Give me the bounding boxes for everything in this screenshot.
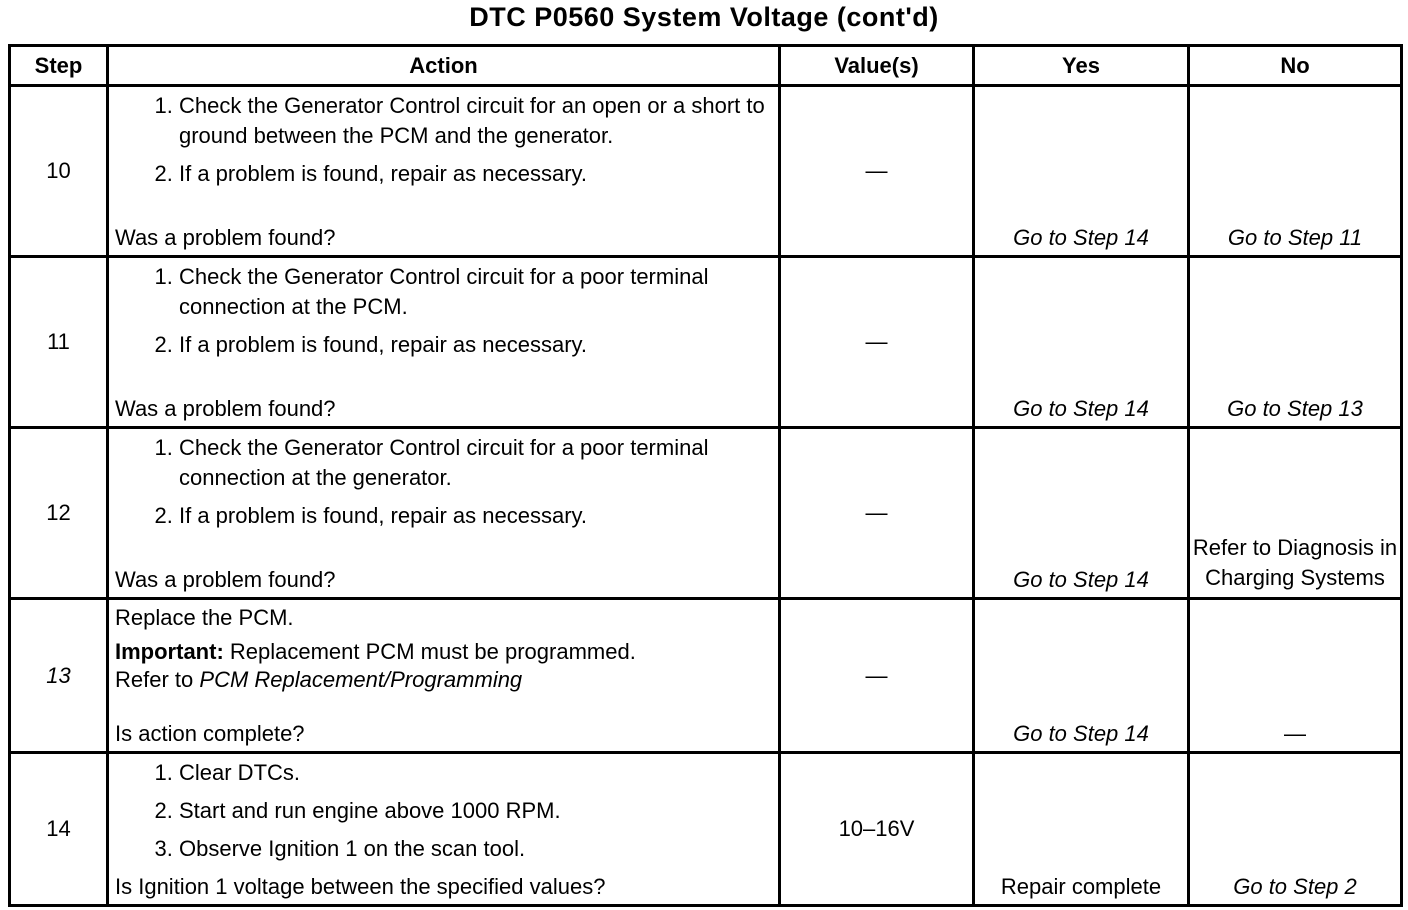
action-item: 1. Check the Generator Control circuit for a poor terminal connection at the PCM. <box>179 262 772 322</box>
yes-cell: Go to Step 14 <box>974 257 1189 428</box>
important-label: Important: <box>115 639 224 664</box>
action-item: 2. If a problem is found, repair as necessary. <box>179 330 772 360</box>
no-cell: Go to Step 2 <box>1189 753 1402 906</box>
question-text: Is Ignition 1 voltage between the specified values? <box>115 874 606 899</box>
action-cell <box>108 753 780 906</box>
action-item: 2. If a problem is found, repair as necessary. <box>179 159 772 189</box>
value-cell: 10–16V <box>780 753 974 906</box>
table-row <box>10 86 1402 257</box>
value-cell: — <box>780 428 974 599</box>
step-number: 14 <box>10 753 108 906</box>
header-yes: Yes <box>974 46 1189 86</box>
question-text: Was a problem found? <box>115 567 336 592</box>
action-item: 1. Check the Generator Control circuit for a poor terminal connection at the generator. <box>179 433 772 493</box>
yes-cell: Go to Step 14 <box>974 428 1189 599</box>
header-values: Value(s) <box>780 46 974 86</box>
question-text: Was a problem found? <box>115 396 336 421</box>
header-row <box>10 46 1402 86</box>
header-no: No <box>1189 46 1402 86</box>
page-title: DTC P0560 System Voltage (cont'd) <box>469 2 939 32</box>
step-number: 10 <box>10 86 108 257</box>
refer-link: PCM Replacement/Programming <box>199 667 523 692</box>
table-row <box>10 428 1402 599</box>
no-cell: Go to Step 11 <box>1189 86 1402 257</box>
table-row <box>10 599 1402 753</box>
yes-cell: Repair complete <box>974 753 1189 906</box>
question-text: Is action complete? <box>115 721 305 746</box>
action-item: 1. Check the Generator Control circuit for an open or a short to ground between the PCM and the generator. <box>179 91 772 151</box>
action-item: 3. Observe Ignition 1 on the scan tool. <box>179 834 772 864</box>
action-cell <box>108 86 780 257</box>
action-cell <box>108 599 780 753</box>
action-item: 2. Start and run engine above 1000 RPM. <box>179 796 772 826</box>
question-text: Was a problem found? <box>115 225 336 250</box>
yes-cell: Go to Step 14 <box>974 599 1189 753</box>
table-row <box>10 753 1402 906</box>
no-cell: Refer to Diagnosis in Charging Systems <box>1189 428 1402 599</box>
step-number: 12 <box>10 428 108 599</box>
important-text: Replacement PCM must be programmed. <box>229 639 636 664</box>
refer-prefix: Refer to <box>115 667 194 692</box>
action-item: 2. If a problem is found, repair as necessary. <box>179 501 772 531</box>
header-step: Step <box>10 46 108 86</box>
value-cell: — <box>780 599 974 753</box>
no-cell: Go to Step 13 <box>1189 257 1402 428</box>
important-note <box>115 638 772 694</box>
diagnostic-table <box>8 44 1403 907</box>
value-cell: — <box>780 86 974 257</box>
replace-text: Replace the PCM. <box>115 605 294 630</box>
action-cell <box>108 428 780 599</box>
table-row <box>10 257 1402 428</box>
header-action: Action <box>108 46 780 86</box>
no-cell: — <box>1189 599 1402 753</box>
yes-cell: Go to Step 14 <box>974 86 1189 257</box>
step-number: 11 <box>10 257 108 428</box>
action-item: 1. Clear DTCs. <box>179 758 772 788</box>
step-number: 13 <box>10 599 108 753</box>
value-cell: — <box>780 257 974 428</box>
action-cell <box>108 257 780 428</box>
